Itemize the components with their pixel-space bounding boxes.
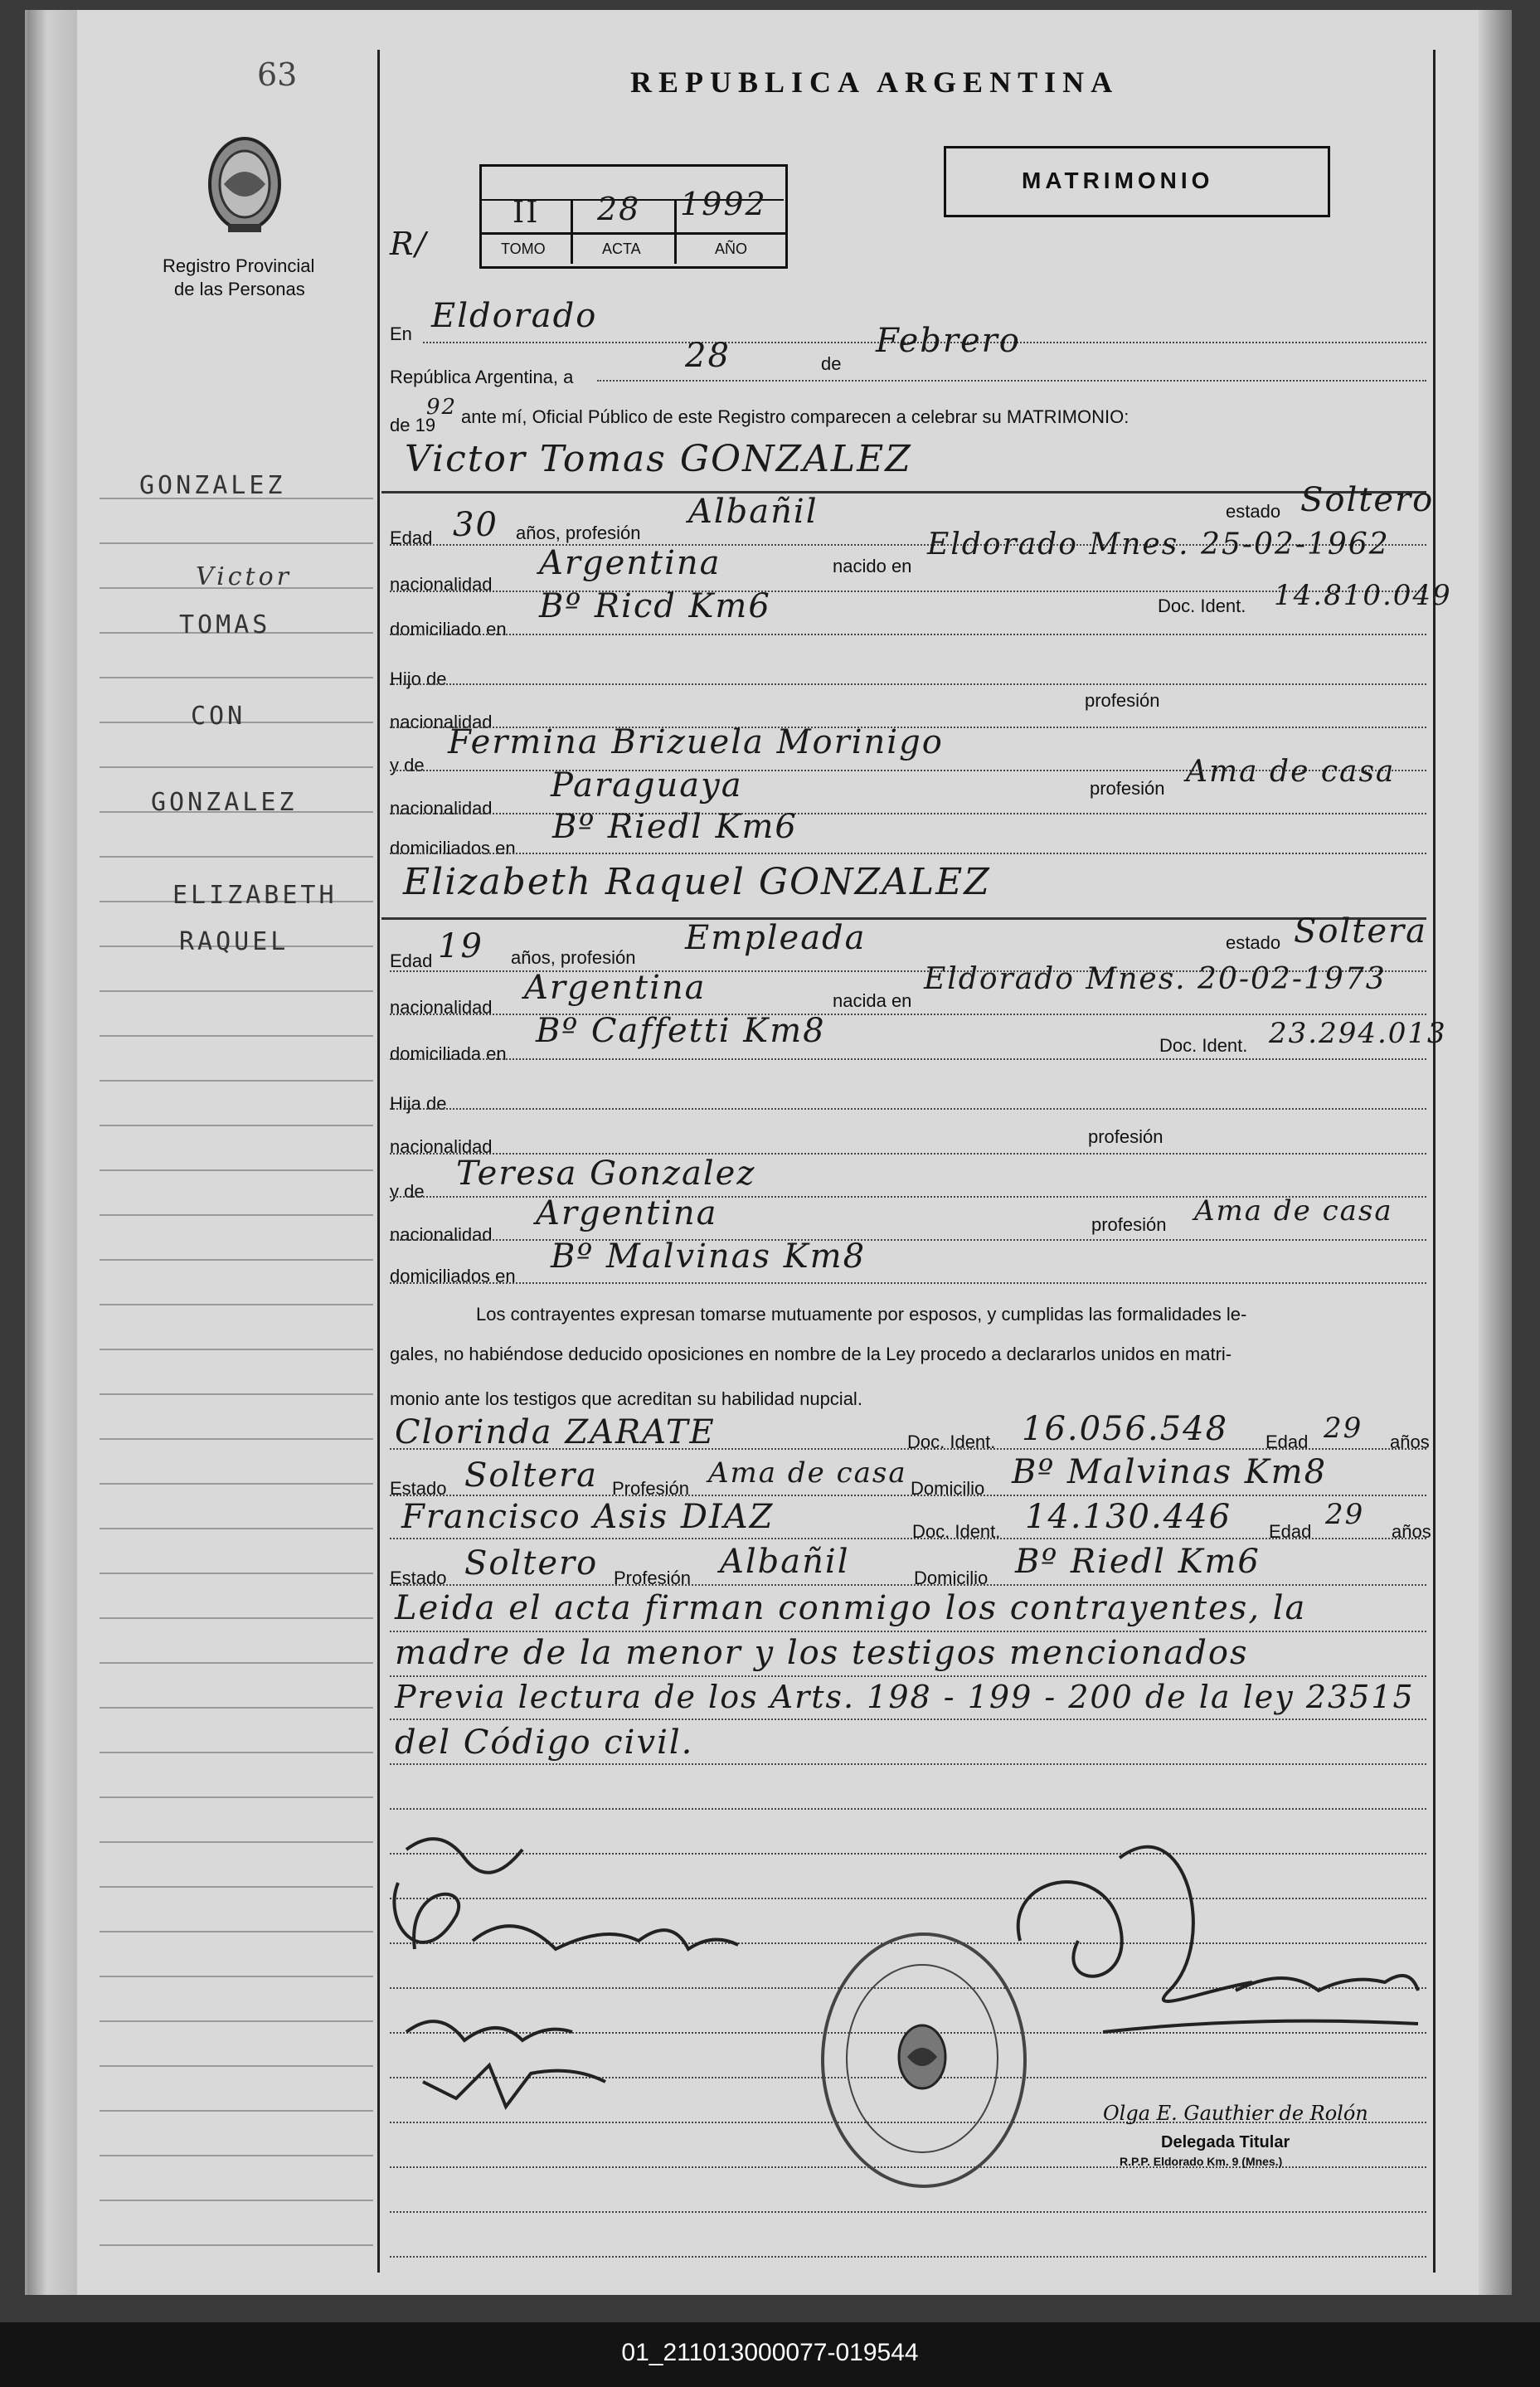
formal-text-line2: gales, no habiéndose deducido oposiciones en nombre de la Ley procedo a declararlos unidos en matri- bbox=[390, 1344, 1232, 1364]
republica-label: República Argentina, a bbox=[390, 367, 574, 387]
witness1-age: 29 bbox=[1324, 1412, 1363, 1445]
note-line1: Leida el acta firman conmigo los contrayentes, la bbox=[395, 1589, 1307, 1627]
registry-line2: de las Personas bbox=[174, 279, 305, 299]
signature-contrayentes-icon bbox=[390, 1833, 854, 2132]
anio-label: AÑO bbox=[715, 241, 748, 257]
bride-doc-label: Doc. Ident. bbox=[1159, 1035, 1248, 1056]
box-divider bbox=[674, 199, 677, 264]
margin-rule-line bbox=[100, 1035, 373, 1037]
witness1-address: Bº Malvinas Km8 bbox=[1012, 1453, 1328, 1491]
bride-nac-label: nacionalidad bbox=[390, 997, 493, 1018]
groom-mother-prof-label: profesión bbox=[1090, 778, 1165, 799]
note-line3: Previa lectura de los Arts. 198 - 199 - 200 de la ley 23515 bbox=[395, 1679, 1415, 1715]
margin-rule-line bbox=[100, 1125, 373, 1126]
bride-parents-address: Bº Malvinas Km8 bbox=[551, 1237, 867, 1276]
bride-estado-label: estado bbox=[1226, 932, 1281, 953]
margin-rule-line bbox=[100, 2110, 373, 2112]
witness2-name: Francisco Asis DIAZ bbox=[401, 1498, 775, 1536]
section-rule bbox=[381, 491, 1426, 493]
witness2-edad-label: Edad bbox=[1269, 1521, 1312, 1542]
place: Eldorado bbox=[431, 297, 598, 335]
section-rule bbox=[381, 917, 1426, 920]
tomo-label: TOMO bbox=[501, 241, 546, 257]
groom-nationality: Argentina bbox=[539, 544, 721, 582]
month: Febrero bbox=[876, 322, 1021, 360]
country-title: REPUBLICA ARGENTINA bbox=[630, 66, 1120, 99]
margin-rule-line bbox=[100, 2200, 373, 2201]
bride-mother-prof-label: profesión bbox=[1091, 1214, 1167, 1235]
bride-mother-profession: Ama de casa bbox=[1194, 1194, 1393, 1228]
margin-rule-line bbox=[100, 990, 373, 992]
intro-text: ante mí, Oficial Público de este Registro comparecen a celebrar su MATRIMONIO: bbox=[461, 406, 1129, 427]
year-suffix: 92 bbox=[426, 395, 458, 420]
bride-address: Bº Caffetti Km8 bbox=[536, 1012, 826, 1050]
day: 28 bbox=[685, 337, 731, 375]
rule bbox=[390, 853, 1426, 855]
page-number: 63 bbox=[257, 56, 298, 93]
rule bbox=[390, 1631, 1426, 1633]
margin-rule-line bbox=[100, 677, 373, 678]
bride-estado: Soltera bbox=[1294, 912, 1427, 950]
groom-doc: 14.810.049 bbox=[1274, 579, 1452, 612]
margin-rule-line bbox=[100, 2155, 373, 2156]
de-label: de bbox=[821, 353, 842, 374]
box-divider bbox=[479, 232, 785, 235]
stamp-emblem-icon bbox=[889, 2015, 955, 2098]
margin-rule-line bbox=[100, 766, 373, 768]
margin-rule-line bbox=[100, 1259, 373, 1261]
rule bbox=[390, 634, 1426, 636]
margin-rule-line bbox=[100, 1393, 373, 1395]
groom-nac-label: nacionalidad bbox=[390, 574, 493, 595]
rule bbox=[390, 1584, 1426, 1587]
bride-doc: 23.294.013 bbox=[1269, 1017, 1447, 1050]
page-edge bbox=[1479, 10, 1512, 2295]
groom-mother-nationality: Paraguaya bbox=[551, 766, 743, 805]
margin-rule-line bbox=[100, 1528, 373, 1529]
margin-rule-line bbox=[100, 1886, 373, 1888]
bride-nacida-label: nacida en bbox=[833, 990, 912, 1011]
witness2-anos-label: años bbox=[1392, 1521, 1431, 1542]
blank-rule-line bbox=[390, 1763, 1426, 1766]
margin-rule-line bbox=[100, 2244, 373, 2246]
margin-rule-line bbox=[100, 1349, 373, 1350]
groom-name: Victor Tomas GONZALEZ bbox=[405, 438, 912, 480]
acta-value: 28 bbox=[597, 191, 641, 227]
groom-dom-label: domiciliado en bbox=[390, 619, 507, 639]
groom-hijo-label: Hijo de bbox=[390, 668, 447, 689]
bride-parents-dom-label: domiciliados en bbox=[390, 1266, 516, 1286]
bride-nationality: Argentina bbox=[524, 969, 707, 1007]
groom-doc-label: Doc. Ident. bbox=[1158, 596, 1246, 616]
groom-yde-label: y de bbox=[390, 755, 425, 775]
margin-rule-line bbox=[100, 1662, 373, 1664]
bride-mother-nac-label: nacionalidad bbox=[390, 1224, 493, 1245]
witness1-doc: 16.056.548 bbox=[1022, 1410, 1229, 1448]
bride-edad-label: Edad bbox=[390, 950, 433, 971]
document-id: 01_211013000077-019544 bbox=[621, 2339, 919, 2366]
groom-prof-label: años, profesión bbox=[516, 523, 641, 543]
margin-name-bride-1: ELIZABETH bbox=[172, 881, 338, 910]
margin-rule-line bbox=[100, 1483, 373, 1485]
registry-line1: Registro Provincial bbox=[163, 255, 315, 276]
margin-surname-bride: GONZALEZ bbox=[151, 788, 298, 817]
book-binding bbox=[27, 10, 77, 2295]
formal-text-line1: Los contrayentes expresan tomarse mutuamente por esposos, y cumplidas las formalidades le- bbox=[476, 1304, 1247, 1325]
coat-of-arms-icon bbox=[199, 126, 290, 242]
groom-age: 30 bbox=[453, 506, 498, 544]
witness2-age: 29 bbox=[1325, 1498, 1365, 1531]
witness2-profession: Albañil bbox=[720, 1543, 850, 1581]
margin-rule-line bbox=[100, 1707, 373, 1709]
witness1-edad-label: Edad bbox=[1266, 1432, 1309, 1452]
rule bbox=[390, 1448, 1426, 1451]
groom-address: Bº Ricd Km6 bbox=[539, 587, 771, 625]
bride-dom-label: domiciliada en bbox=[390, 1043, 507, 1064]
anio-value: 1992 bbox=[680, 186, 767, 222]
witness1-anos-label: años bbox=[1390, 1432, 1430, 1452]
year-prefix: de 19 bbox=[390, 415, 436, 435]
rule bbox=[390, 683, 1426, 686]
groom-mother-profession: Ama de casa bbox=[1186, 755, 1396, 789]
tomo-value: II bbox=[513, 196, 540, 230]
groom-edad-label: Edad bbox=[390, 527, 433, 548]
bride-profession: Empleada bbox=[685, 919, 867, 957]
groom-profession: Albañil bbox=[688, 493, 819, 531]
rule bbox=[390, 1675, 1426, 1678]
rule bbox=[390, 1239, 1426, 1242]
initials-mark: R/ bbox=[390, 226, 428, 262]
witness2-estado-label: Estado bbox=[390, 1568, 447, 1588]
bride-mother-nationality: Argentina bbox=[536, 1194, 718, 1232]
bride-birthplace: Eldorado Mnes. 20-02-1973 bbox=[924, 962, 1387, 996]
blank-rule-line bbox=[390, 2256, 1426, 2258]
bride-hija-label: Hija de bbox=[390, 1093, 447, 1114]
bride-father-nac-label: nacionalidad bbox=[390, 1136, 493, 1157]
margin-rule-line bbox=[100, 1752, 373, 1753]
bride-mother: Teresa Gonzalez bbox=[456, 1155, 756, 1193]
margin-rule-line bbox=[100, 1976, 373, 1977]
rule bbox=[390, 1538, 1426, 1540]
rule bbox=[390, 1282, 1426, 1285]
groom-nacido-label: nacido en bbox=[833, 556, 912, 576]
margin-rule-line bbox=[100, 1617, 373, 1619]
official-title: Delegada Titular bbox=[1161, 2133, 1290, 2151]
note-line2: madre de la menor y los testigos mencionados bbox=[395, 1634, 1249, 1672]
witness1-name: Clorinda ZARATE bbox=[395, 1413, 716, 1451]
blank-rule-line bbox=[390, 2211, 1426, 2214]
official-office: R.P.P. Eldorado Km. 9 (Mnes.) bbox=[1120, 2155, 1283, 2168]
margin-rule-line bbox=[100, 542, 373, 544]
groom-estado-label: estado bbox=[1226, 501, 1281, 522]
witness2-doc: 14.130.446 bbox=[1025, 1498, 1232, 1536]
groom-mother: Fermina Brizuela Morinigo bbox=[448, 723, 944, 761]
margin-name-bride-2: RAQUEL bbox=[179, 927, 289, 956]
signature-official-icon bbox=[1003, 1825, 1435, 2040]
bride-yde-label: y de bbox=[390, 1181, 425, 1202]
margin-rule bbox=[377, 50, 380, 2273]
groom-estado: Soltero bbox=[1300, 481, 1435, 519]
blank-rule-line bbox=[390, 1808, 1426, 1811]
rule bbox=[390, 813, 1426, 815]
witness1-profession: Ama de casa bbox=[708, 1456, 907, 1490]
witness2-prof-label: Profesión bbox=[614, 1568, 691, 1588]
margin-rule-line bbox=[100, 1573, 373, 1574]
margin-rule-line bbox=[100, 1931, 373, 1932]
margin-rule-line bbox=[100, 1438, 373, 1440]
margin-rule-line bbox=[100, 1214, 373, 1216]
witness1-prof-label: Profesión bbox=[612, 1478, 689, 1499]
witness2-address: Bº Riedl Km6 bbox=[1015, 1543, 1261, 1581]
witness1-estado-label: Estado bbox=[390, 1478, 447, 1499]
groom-parents-dom-label: domiciliados en bbox=[390, 838, 516, 858]
groom-birthplace: Eldorado Mnes. 25-02-1962 bbox=[927, 527, 1390, 562]
margin-rule-line bbox=[100, 1841, 373, 1843]
formal-text-line3: monio ante los testigos que acreditan su habilidad nupcial. bbox=[390, 1388, 862, 1409]
en-label: En bbox=[390, 323, 412, 344]
rule bbox=[597, 380, 1426, 382]
rule bbox=[390, 1495, 1426, 1497]
witness2-dom-label: Domicilio bbox=[914, 1568, 989, 1588]
margin-rule-line bbox=[100, 1304, 373, 1305]
act-type-title: MATRIMONIO bbox=[1022, 168, 1214, 193]
rule bbox=[390, 1108, 1426, 1111]
margin-rule-line bbox=[100, 1169, 373, 1171]
witness1-dom-label: Domicilio bbox=[911, 1478, 985, 1499]
bride-prof-label: años, profesión bbox=[511, 947, 636, 968]
box-divider bbox=[571, 199, 573, 264]
margin-rule-line bbox=[100, 856, 373, 858]
footer-bar bbox=[0, 2322, 1540, 2387]
groom-father-prof-label: profesión bbox=[1085, 690, 1160, 711]
official-name: Olga E. Gauthier de Rolón bbox=[1103, 2102, 1368, 2125]
bride-name: Elizabeth Raquel GONZALEZ bbox=[403, 861, 991, 903]
groom-father-nac-label: nacionalidad bbox=[390, 712, 493, 732]
margin-rule-line bbox=[100, 2020, 373, 2022]
margin-surname-groom: GONZALEZ bbox=[139, 471, 286, 500]
rule bbox=[390, 1719, 1426, 1721]
margin-rule-line bbox=[100, 1080, 373, 1082]
margin-con: CON bbox=[191, 702, 246, 731]
margin-rule-line bbox=[100, 2065, 373, 2067]
groom-parents-address: Bº Riedl Km6 bbox=[552, 808, 798, 846]
margin-rule-line bbox=[100, 1796, 373, 1798]
bride-father-prof-label: profesión bbox=[1088, 1126, 1164, 1147]
rule bbox=[390, 1058, 1426, 1061]
margin-name-groom-1: Victor bbox=[196, 562, 292, 591]
groom-mother-nac-label: nacionalidad bbox=[390, 798, 493, 819]
witness1-estado: Soltera bbox=[464, 1456, 598, 1495]
bride-age: 19 bbox=[438, 927, 483, 965]
note-line4: del Código civil. bbox=[395, 1723, 694, 1762]
witness1-doc-label: Doc. Ident. bbox=[907, 1432, 996, 1452]
acta-label: ACTA bbox=[602, 241, 641, 257]
margin-name-groom-2: TOMAS bbox=[179, 610, 271, 639]
witness2-doc-label: Doc. Ident. bbox=[912, 1521, 1001, 1542]
witness2-estado: Soltero bbox=[464, 1544, 599, 1582]
